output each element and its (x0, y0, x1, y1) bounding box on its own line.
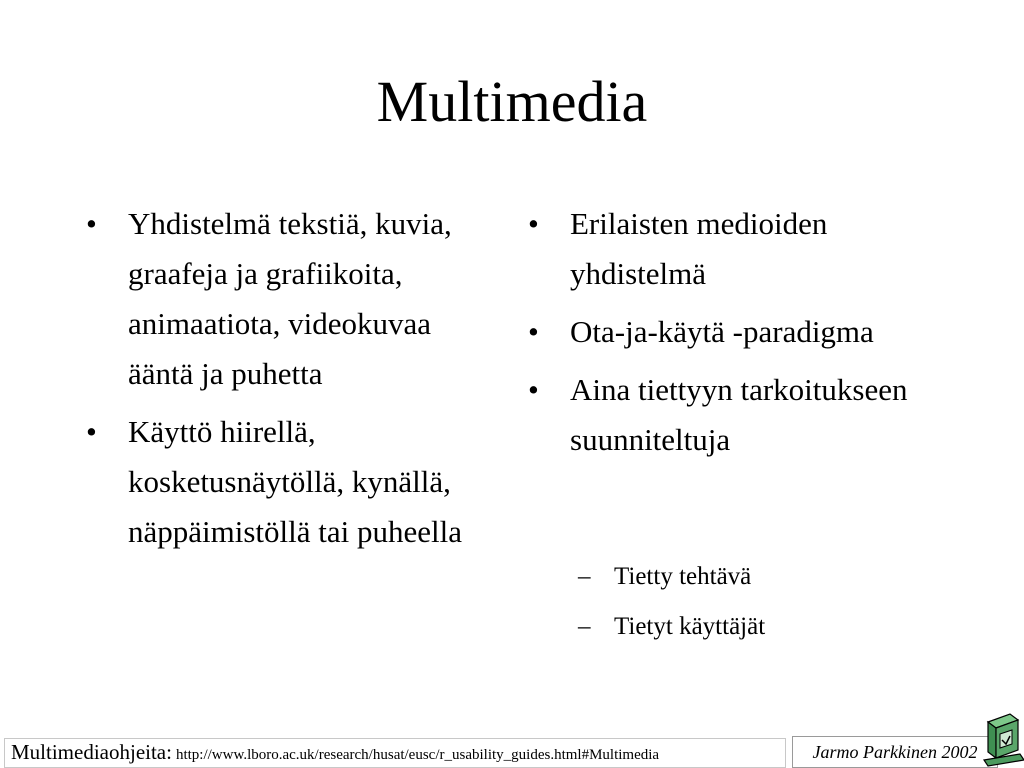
dash-icon: – (578, 563, 591, 590)
bullet-icon: • (528, 372, 539, 407)
footer-url-link[interactable]: http://www.lboro.ac.uk/research/husat/eusc/r_usability_guides.html#Multimedia (175, 747, 660, 763)
bullet-text: Yhdistelmä tekstiä, kuvia, graafeja ja grafiikoita, animaatiota, videokuvaa ääntä ja puhetta (128, 206, 452, 391)
footer-label: Multimediaohjeita: (11, 740, 172, 764)
footer-link-box (4, 738, 786, 768)
left-bullet-list (86, 199, 466, 565)
green-box-logo-icon (980, 700, 1024, 768)
bullet-text: Ota-ja-käytä -paradigma (570, 314, 874, 349)
sub-list-item (528, 560, 928, 594)
right-sub-bullet-list (528, 560, 928, 660)
footer-author: Jarmo Parkkinen 2002 (792, 736, 998, 768)
bullet-text: Aina tiettyyn tarkoitukseen suunniteltuja (570, 372, 908, 457)
sub-bullet-text: Tietty tehtävä (614, 563, 752, 590)
dash-icon: – (578, 613, 591, 640)
bullet-icon: • (528, 314, 539, 349)
bullet-icon: • (86, 206, 97, 241)
list-item (528, 199, 928, 299)
bullet-icon: • (86, 414, 97, 449)
bullet-text: Käyttö hiirellä, kosketusnäytöllä, kynällä, näppäimistöllä tai puheella (128, 414, 463, 549)
list-item (86, 407, 466, 557)
list-item (86, 199, 466, 399)
bullet-icon: • (528, 206, 539, 241)
sub-list-item (528, 610, 928, 644)
slide-title: Multimedia (376, 69, 648, 134)
right-bullet-list (528, 199, 928, 469)
sub-bullet-text: Tietyt käyttäjät (614, 613, 766, 640)
list-item (528, 307, 928, 357)
bullet-text: Erilaisten medioiden yhdistelmä (570, 206, 828, 291)
list-item (528, 365, 928, 465)
